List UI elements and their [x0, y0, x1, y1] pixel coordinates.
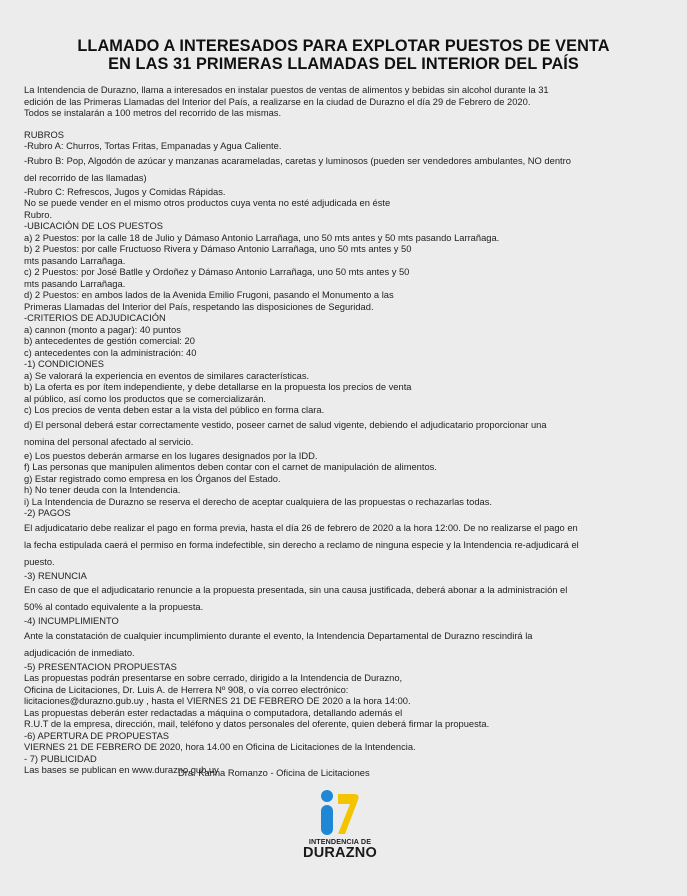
- ubicacion-line: mts pasando Larrañaga.: [24, 278, 126, 289]
- title-line-2: EN LAS 31 PRIMERAS LLAMADAS DEL INTERIOR DEL PAÍS: [108, 55, 579, 73]
- logo-dot: [321, 790, 333, 802]
- incumplimiento-line: adjudicación de inmediato.: [24, 647, 135, 658]
- condicion-line: e) Los puestos deberán armarse en los lugares designados por la IDD.: [24, 450, 318, 461]
- section-heading-apertura: -6) APERTURA DE PROPUESTAS: [24, 730, 170, 741]
- condicion-line: g) Estar registrado como empresa en los Órganos del Estado.: [24, 473, 281, 484]
- document-body: [24, 85, 669, 777]
- intro-line: La Intendencia de Durazno, llama a interesados en instalar puestos de ventas de alimentos y bebidas sin alcohol durante la 31: [24, 85, 549, 95]
- signature: Dra. Karina Romanzo - Oficina de Licitaciones: [178, 768, 370, 778]
- rubro-line: No se puede vender en el mismo otros productos cuya venta no esté adjudicada en éste: [24, 198, 391, 208]
- logo-stem: [321, 805, 333, 835]
- logo-seven: [338, 794, 359, 834]
- condicion-line: nomina del personal afectado al servicio.: [24, 436, 194, 447]
- section-heading-renuncia: -3) RENUNCIA: [24, 570, 87, 581]
- condicion-line: a) Se valorará la experiencia en eventos de similares características.: [24, 370, 310, 381]
- logo-text-line-2: DURAZNO: [303, 845, 377, 861]
- section-heading-publicidad: - 7) PUBLICIDAD: [24, 753, 97, 764]
- section-heading-presentacion: -5) PRESENTACION PROPUESTAS: [24, 661, 177, 672]
- ubicacion-line: a) 2 Puestos: por la calle 18 de Julio y Dámaso Antonio Larrañaga, uno 50 mts antes y 50 mts pasando Larrañaga.: [24, 232, 500, 243]
- presentacion-line: Las propuestas podrán presentarse en sobre cerrado, dirigido a la Intendencia de Durazno,: [24, 673, 403, 683]
- section-heading-incumplimiento: -4) INCUMPLIMIENTO: [24, 616, 119, 626]
- intendencia-logo: [300, 788, 380, 878]
- logo-mark-icon: [312, 788, 368, 836]
- presentacion-line: licitaciones@durazno.gub.uy , hasta el VIERNES 21 DE FEBRERO DE 2020 a la hora 14:00.: [24, 696, 411, 706]
- ubicacion-line: c) 2 Puestos: por José Batlle y Ordoñez y Dámaso Antonio Larrañaga, uno 50 mts antes y 50: [24, 267, 410, 277]
- condicion-line: c) Los precios de venta deben estar a la vista del público en forma clara.: [24, 405, 325, 415]
- publicidad-line: Las bases se publican en www.durazno.gub.uy: [24, 765, 219, 775]
- presentacion-line: Oficina de Licitaciones, Dr. Luis A. de Herrera Nº 908, o vía correo electrónico:: [24, 684, 349, 695]
- ubicacion-line: mts pasando Larrañaga.: [24, 255, 126, 266]
- section-heading-condiciones: -1) CONDICIONES: [24, 359, 104, 369]
- rubro-line: Rubro.: [24, 209, 53, 220]
- criterio-line: b) antecedentes de gestión comercial: 20: [24, 336, 195, 346]
- ubicacion-line: b) 2 Puestos: por calle Fructuoso Rivera y Dámaso Antonio Larrañaga, uno 50 mts antes y 50: [24, 244, 412, 254]
- rubro-line: -Rubro C: Refrescos, Jugos y Comidas Rápidas.: [24, 186, 226, 197]
- condicion-line: b) La oferta es por ítem independiente, y debe detallarse en la propuesta los precios de venta: [24, 382, 412, 392]
- intro-line: Todos se instalarán a 100 metros del recorrido de las mismas.: [24, 108, 282, 118]
- criterio-line: c) antecedentes con la administración: 40: [24, 347, 197, 358]
- condicion-line: i) La Intendencia de Durazno se reserva el derecho de aceptar cualquiera de las propuestas o rechazarlas todas.: [24, 496, 492, 507]
- section-heading-pagos: -2) PAGOS: [24, 508, 71, 518]
- condicion-line: h) No tener deuda con la Intendencia.: [24, 485, 181, 495]
- rubro-line: -Rubro B: Pop, Algodón de azúcar y manzanas acarameladas, caretas y luminosos (pueden ser vendedores ambulantes, NO dentro: [24, 155, 571, 166]
- pagos-line: la fecha estipulada caerá el permiso en forma indefectible, sin derecho a reclamo de ninguna especie y la Intendencia re-adjudicará el: [24, 539, 579, 550]
- section-heading-rubros: RUBROS: [24, 129, 64, 140]
- ubicacion-line: d) 2 Puestos: en ambos lados de la Avenida Emilio Frugoni, pasando el Monumento a las: [24, 290, 394, 300]
- pagos-line: puesto.: [24, 556, 55, 567]
- criterio-line: a) cannon (monto a pagar): 40 puntos: [24, 324, 181, 335]
- rubro-line: del recorrido de las llamadas): [24, 172, 147, 183]
- renuncia-line: 50% al contado equivalente a la propuesta.: [24, 602, 204, 612]
- title-line-1: LLAMADO A INTERESADOS PARA EXPLOTAR PUESTOS DE VENTA: [77, 37, 610, 55]
- intro-line: edición de las Primeras Llamadas del Interior del País, a realizarse en la ciudad de Durazno el día 29 de Febrero de 2020.: [24, 96, 531, 107]
- renuncia-line: En caso de que el adjudicatario renuncie a la propuesta presentada, sin una causa justificada, deberá abonar a la administración el: [24, 585, 568, 595]
- rubro-line: -Rubro A: Churros, Tortas Fritas, Empanadas y Agua Caliente.: [24, 141, 282, 151]
- presentacion-line: R.U.T de la empresa, dirección, mail, teléfono y datos personales del oferente, quien deberá firmar la propuesta.: [24, 719, 490, 729]
- ubicacion-line: Primeras Llamadas del Interior del País, respetando las disposiciones de Seguridad.: [24, 301, 374, 312]
- apertura-line: VIERNES 21 DE FEBRERO DE 2020, hora 14.00 en Oficina de Licitaciones de la Intendencia.: [24, 742, 416, 752]
- incumplimiento-line: Ante la constatación de cualquier incumplimiento durante el evento, la Intendencia Departamental de Durazno rescindirá la: [24, 630, 533, 641]
- logo-text-line-1: INTENDENCIA DE: [308, 837, 372, 846]
- document-title: [0, 37, 687, 73]
- condicion-line: al público, así como los productos que se comercializarán.: [24, 393, 267, 404]
- condicion-line: d) El personal deberá estar correctamente vestido, poseer carnet de salud vigente, debiendo el adjudicatario proporcionar una: [24, 419, 547, 430]
- section-heading-criterios: -CRITERIOS DE ADJUDICACIÓN: [24, 313, 166, 323]
- section-heading-ubicacion: -UBICACIÓN DE LOS PUESTOS: [24, 221, 163, 231]
- pagos-line: El adjudicatario debe realizar el pago en forma previa, hasta el día 26 de febrero de 2020 a la hora 12:00. De no realizarse el pago en: [24, 522, 578, 533]
- condicion-line: f) Las personas que manipulen alimentos deben contar con el carnet de manipulación de alimentos.: [24, 462, 437, 472]
- presentacion-line: Las propuestas deberán ester redactadas a máquina o computadora, detallando además el: [24, 707, 403, 718]
